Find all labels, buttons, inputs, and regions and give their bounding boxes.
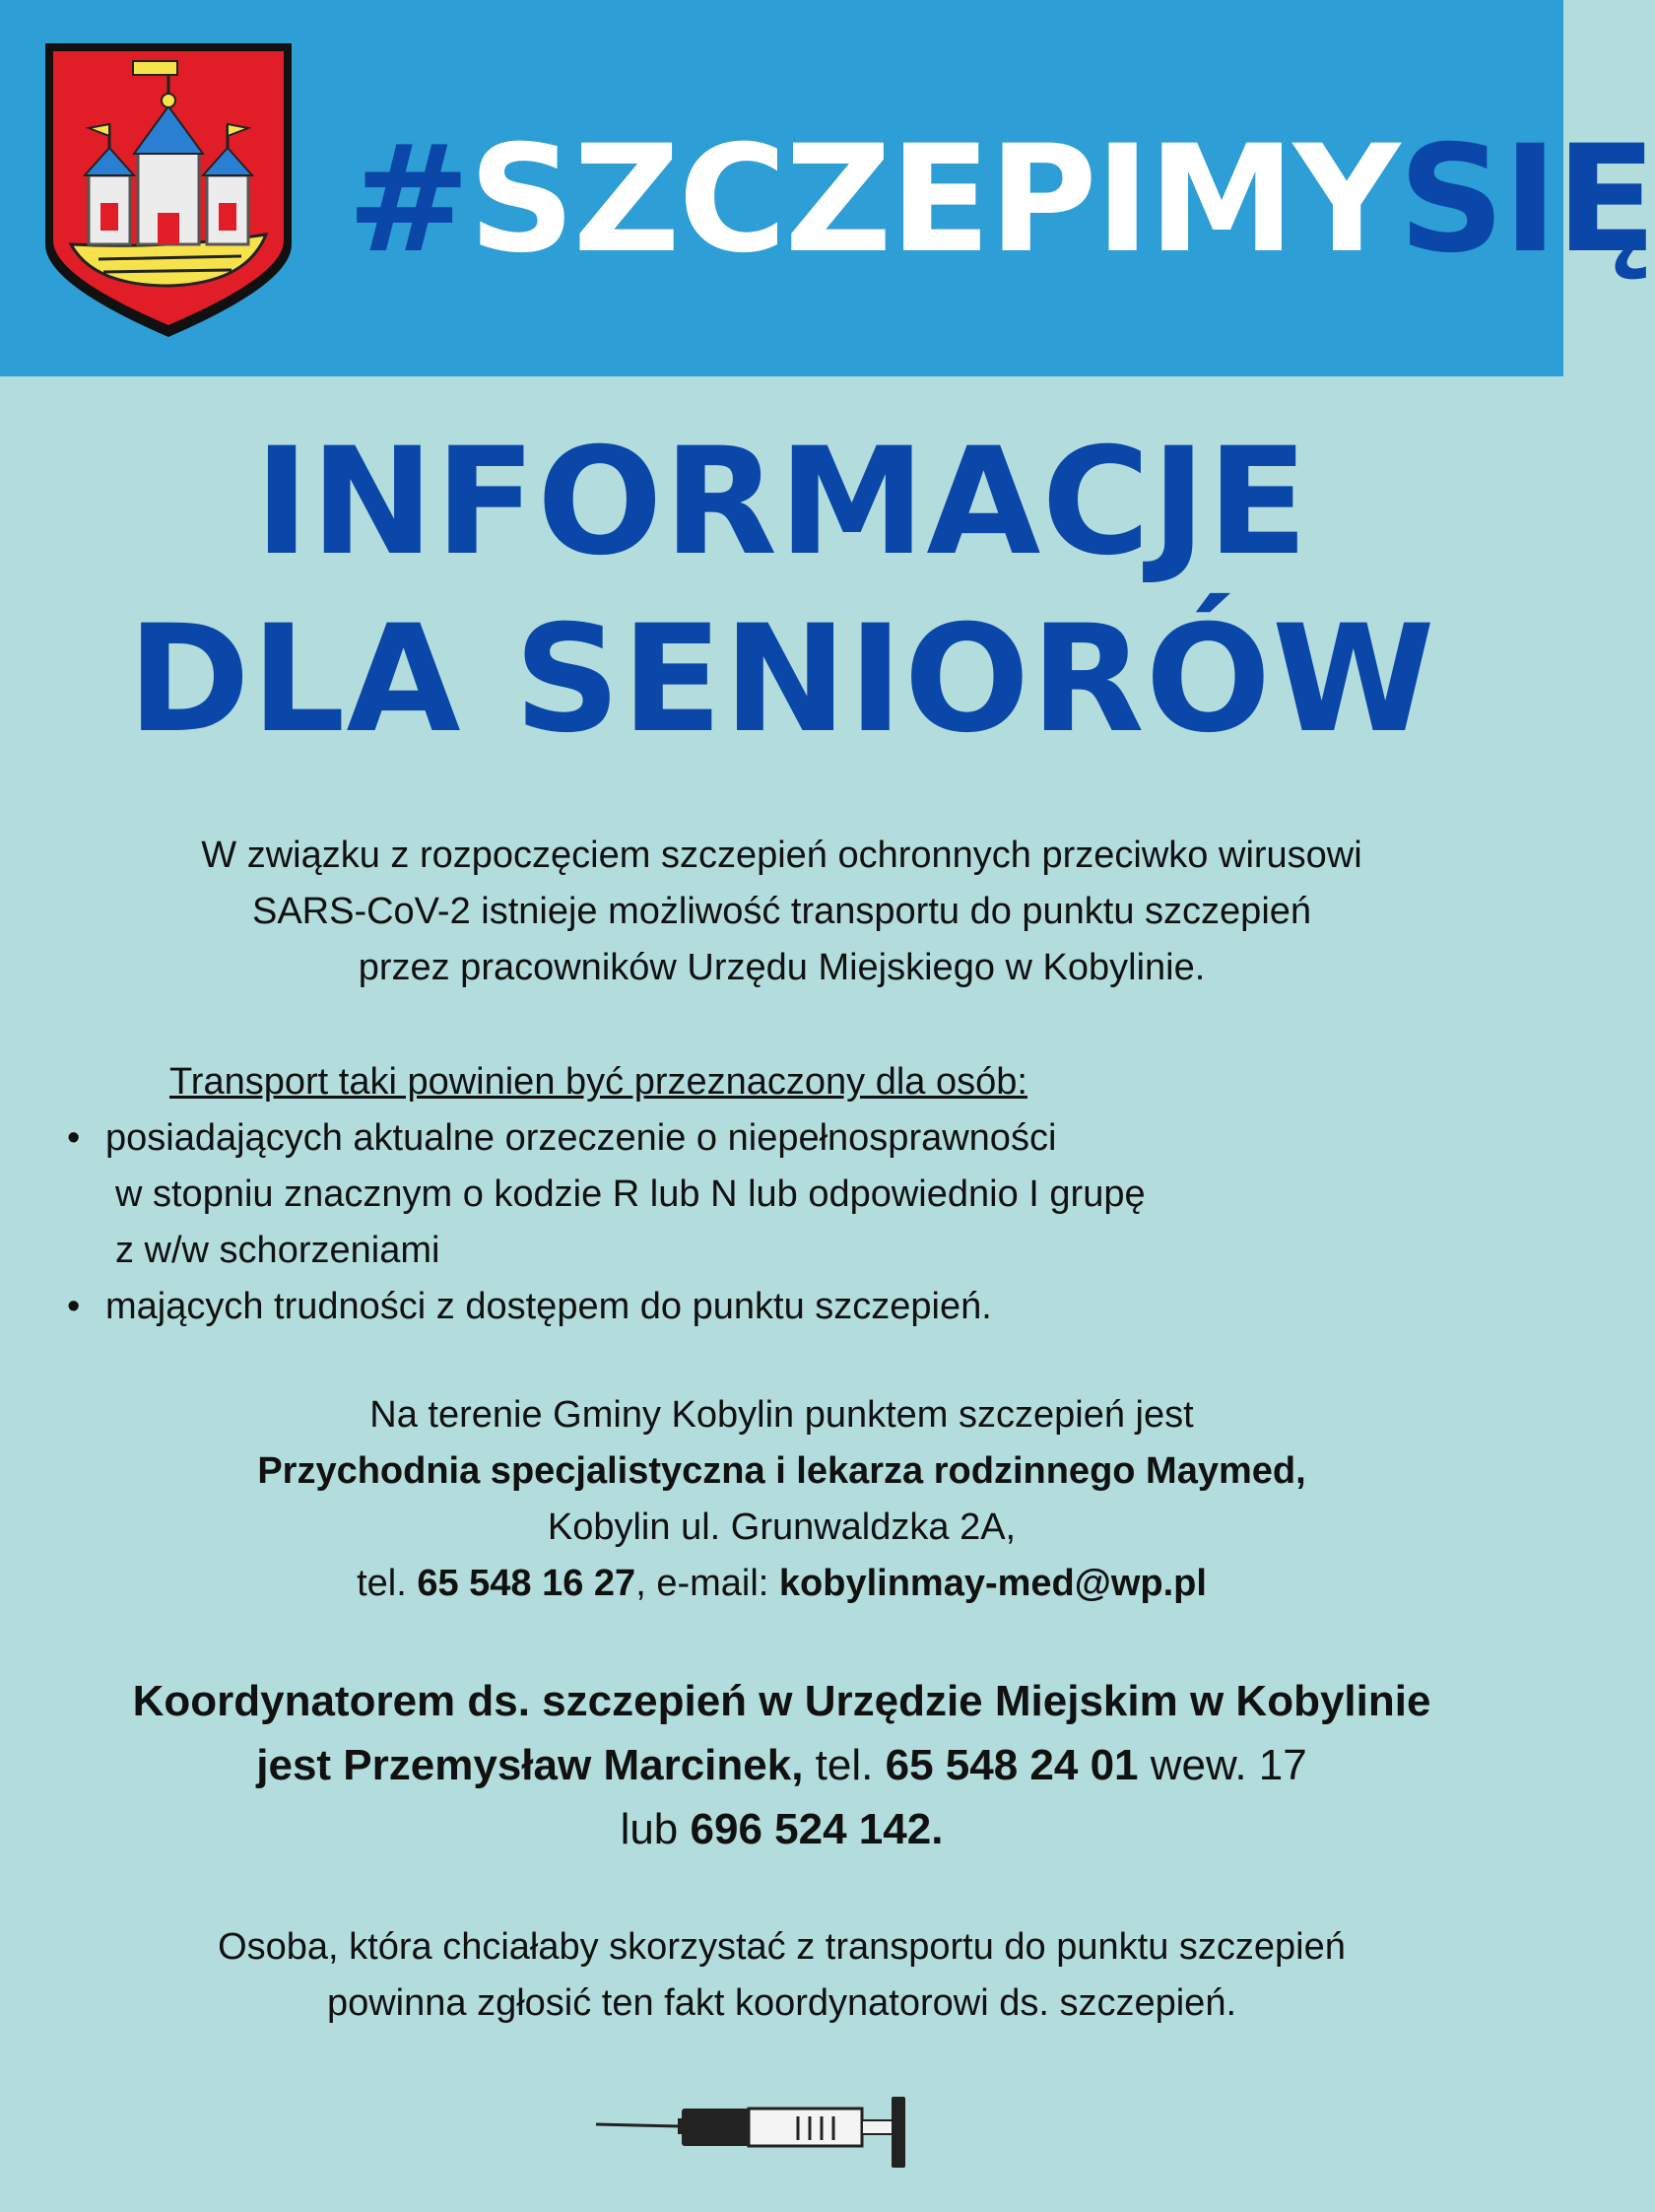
intro-line3: przez pracowników Urzędu Miejskiego w Kobylinie. [358,947,1206,988]
item1-line1: posiadających aktualne orzeczenie o niepełnosprawności [105,1117,1057,1159]
clinic-info [0,1387,1563,1612]
hashtag-hash: # [347,114,469,286]
transport-eligibility [61,1054,1440,1335]
item1-line3: z w/w schorzeniami [115,1230,440,1271]
page-title-line2: DLA SENIORÓW [127,594,1436,766]
list-item [61,1110,1440,1279]
syringe-icon [591,2089,936,2178]
clinic-line1: Na terenie Gminy Kobylin punktem szczepień jest [369,1394,1194,1436]
coordinator-ext: wew. 17 [1138,1741,1307,1789]
coordinator-alt-tel: 696 524 142. [690,1805,944,1853]
eligibility-list [61,1110,1440,1335]
page-title [0,414,1563,769]
item2-line: mających trudności z dostępem do punktu szczepień. [105,1286,992,1327]
closing-line2: powinna zgłosić ten fakt koordynatorowi ds. szczepień. [326,1982,1237,2024]
clinic-tel: 65 548 16 27 [417,1563,636,1604]
transport-heading: Transport taki powinien być przeznaczony dla osób: [169,1061,1027,1103]
coordinator-line1: Koordynatorem ds. szczepień w Urzędzie Miejskim w Kobylinie [132,1677,1431,1725]
intro-paragraph [0,828,1563,996]
intro-line2: SARS-CoV-2 istnieje możliwość transportu do punktu szczepień [251,891,1312,932]
header-banner [0,0,1655,376]
coordinator-alt-label: lub [620,1805,691,1853]
clinic-address: Kobylin ul. Grunwaldzka 2A, [547,1507,1017,1548]
kobylin-coat-of-arms-icon [39,37,298,343]
bullet-icon: • [67,1117,81,1159]
page-title-line1: INFORMACJE [254,417,1309,588]
closing-line1: Osoba, która chciałaby skorzystać z transportu do punktu szczepień [218,1926,1346,1968]
clinic-email-label: , e-mail: [635,1563,779,1604]
intro-line1: W związku z rozpoczęciem szczepień ochronnych przeciwko wirusowi [201,835,1362,876]
coordinator-name: jest Przemysław Marcinek, [256,1741,804,1789]
coordinator-tel-label: tel. [803,1741,886,1789]
coordinator-info [0,1669,1563,1861]
hashtag-title [347,114,1655,286]
clinic-tel-label: tel. [357,1563,418,1604]
hashtag-part1: SZCZEPIMY [468,114,1399,286]
item1-line2: w stopniu znacznym o kodzie R lub N lub odpowiednio I grupę [115,1173,1146,1215]
closing-paragraph [0,1919,1563,2032]
coordinator-tel: 65 548 24 01 [885,1741,1139,1789]
clinic-email: kobylinmay-med@wp.pl [778,1563,1207,1604]
list-item [61,1279,1440,1335]
hashtag-part2: SIĘ [1398,114,1655,286]
clinic-name: Przychodnia specjalistyczna i lekarza rodzinnego Maymed, [257,1450,1306,1492]
bullet-icon: • [67,1286,81,1327]
